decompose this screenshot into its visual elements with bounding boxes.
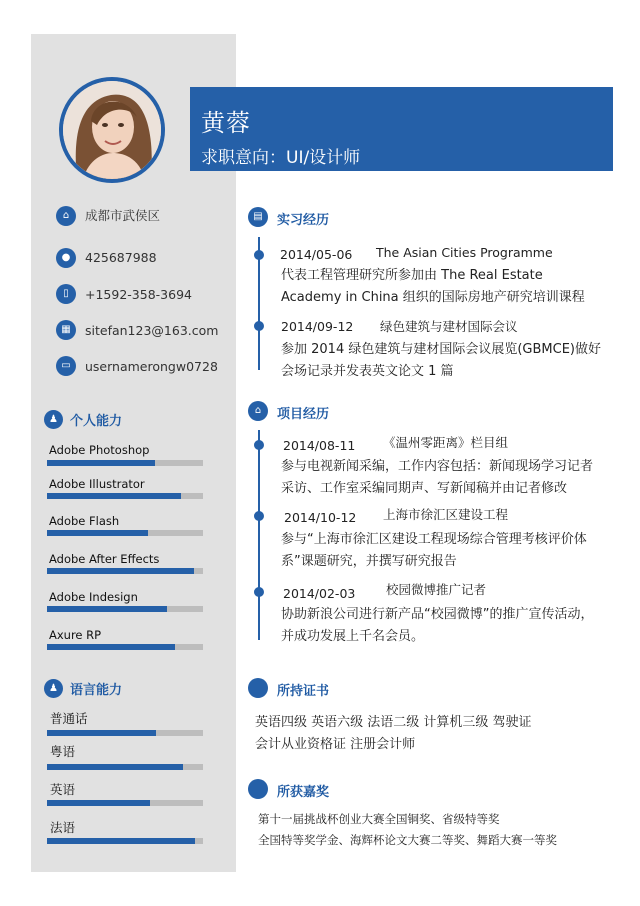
contact-wechat: usernamerongw0728: [85, 359, 218, 374]
language-bar-fill: [47, 764, 183, 770]
skill-bar: [47, 644, 203, 650]
person-icon: ♟: [44, 679, 63, 698]
language-bar-fill: [47, 800, 150, 806]
language-bar: [47, 838, 203, 844]
avatar: [63, 81, 161, 179]
entry-date: 2014/08-11: [283, 438, 356, 453]
entry-description: 参加 2014 绿色建筑与建材国际会议展览(GBMCE)做好会场记录并发表英文论文 1 篇: [281, 342, 601, 379]
language-bar: [47, 730, 203, 736]
entry-date: 2014/09-12: [281, 319, 354, 334]
contact-phone: +1592-358-3694: [85, 287, 192, 302]
skill-bar-fill: [47, 606, 167, 612]
timeline-dot: [254, 250, 264, 260]
projects-title: 项目经历: [277, 407, 330, 422]
skill-bar: [47, 460, 203, 466]
entry-title: 上海市徐汇区建设工程: [383, 507, 509, 522]
entry-date: 2014/10-12: [284, 510, 357, 525]
certificate-icon: [248, 678, 268, 698]
entry-title: 校园微博推广记者: [386, 582, 487, 597]
qq-icon: ●: [56, 248, 76, 268]
awards-line: 第十一届挑战杯创业大赛全国铜奖、省级特等奖: [258, 812, 500, 826]
skill-bar: [47, 493, 203, 499]
email-icon: ▦: [56, 320, 76, 340]
skill-bar-fill: [47, 568, 194, 574]
wechat-icon: ▭: [56, 356, 76, 376]
contact-email: sitefan123@163.com: [85, 323, 219, 338]
entry-description: 协助新浪公司进行新产品“校园微博”的推广宣传活动，并成功发展上千名会员。: [281, 607, 594, 644]
skill-bar: [47, 530, 203, 536]
entry-description: 参与电视新闻采编，工作内容包括：新闻现场学习记者采访、工作室采编同期声、写新闻稿并由记者修改: [281, 459, 594, 496]
contact-qq: 425687988: [85, 250, 157, 265]
entry-description: 参与“上海市徐汇区建设工程现场综合管理考核评价体系”课题研究，并撰写研究报告: [281, 532, 587, 569]
phone-icon: ▯: [56, 284, 76, 304]
skill-bar-fill: [47, 530, 148, 536]
language-bar: [47, 764, 203, 770]
skill-label: Axure RP: [49, 628, 102, 642]
timeline-dot: [254, 587, 264, 597]
certificates-line: 英语四级 英语六级 法语二级 计算机三级 驾驶证: [255, 715, 532, 730]
award-icon: [248, 779, 268, 799]
internship-title: 实习经历: [277, 213, 330, 228]
calendar-icon: ▤: [248, 207, 268, 227]
skill-bar: [47, 606, 203, 612]
entry-title: 《温州零距离》栏目组: [383, 435, 509, 450]
skill-label: Adobe After Effects: [49, 552, 160, 566]
timeline-dot: [254, 321, 264, 331]
home-icon: ⌂: [248, 401, 268, 421]
skill-label: Adobe Illustrator: [49, 477, 145, 491]
language-label: 普通话: [50, 711, 88, 726]
candidate-name: 黄蓉: [201, 109, 251, 137]
certificates-title: 所持证书: [277, 684, 330, 699]
entry-date: 2014/02-03: [283, 586, 356, 601]
languages-title: 语言能力: [70, 683, 123, 698]
entry-description: 代表工程管理研究所参加由 The Real Estate Academy in China 组织的国际房地产研究培训课程: [281, 268, 585, 305]
language-bar-fill: [47, 838, 195, 844]
certificates-line: 会计从业资格证 注册会计师: [255, 737, 416, 752]
skill-bar-fill: [47, 460, 155, 466]
language-bar: [47, 800, 203, 806]
person-icon: ♟: [44, 410, 63, 429]
awards-line: 全国特等奖学金、海辉杯论文大赛二等奖、舞蹈大赛一等奖: [258, 833, 557, 847]
contact-address: 成都市武侯区: [85, 208, 161, 223]
entry-date: 2014/05-06: [280, 247, 353, 262]
skill-bar-fill: [47, 493, 181, 499]
skill-label: Adobe Indesign: [49, 590, 138, 604]
skills-title: 个人能力: [70, 414, 123, 429]
language-label: 法语: [50, 820, 76, 835]
timeline-dot: [254, 511, 264, 521]
language-label: 英语: [50, 782, 76, 797]
skill-label: Adobe Photoshop: [49, 443, 150, 457]
skill-bar: [47, 568, 203, 574]
timeline-dot: [254, 440, 264, 450]
language-label: 粤语: [50, 744, 76, 759]
skill-bar-fill: [47, 644, 175, 650]
entry-title: 绿色建筑与建材国际会议: [380, 319, 518, 334]
location-icon: ⌂: [56, 206, 76, 226]
entry-title: The Asian Cities Programme: [376, 245, 553, 260]
language-bar-fill: [47, 730, 156, 736]
timeline-line: [258, 430, 260, 640]
job-intent: 求职意向：UI/设计师: [201, 148, 361, 168]
awards-title: 所获嘉奖: [277, 785, 330, 800]
skill-label: Adobe Flash: [49, 514, 120, 528]
